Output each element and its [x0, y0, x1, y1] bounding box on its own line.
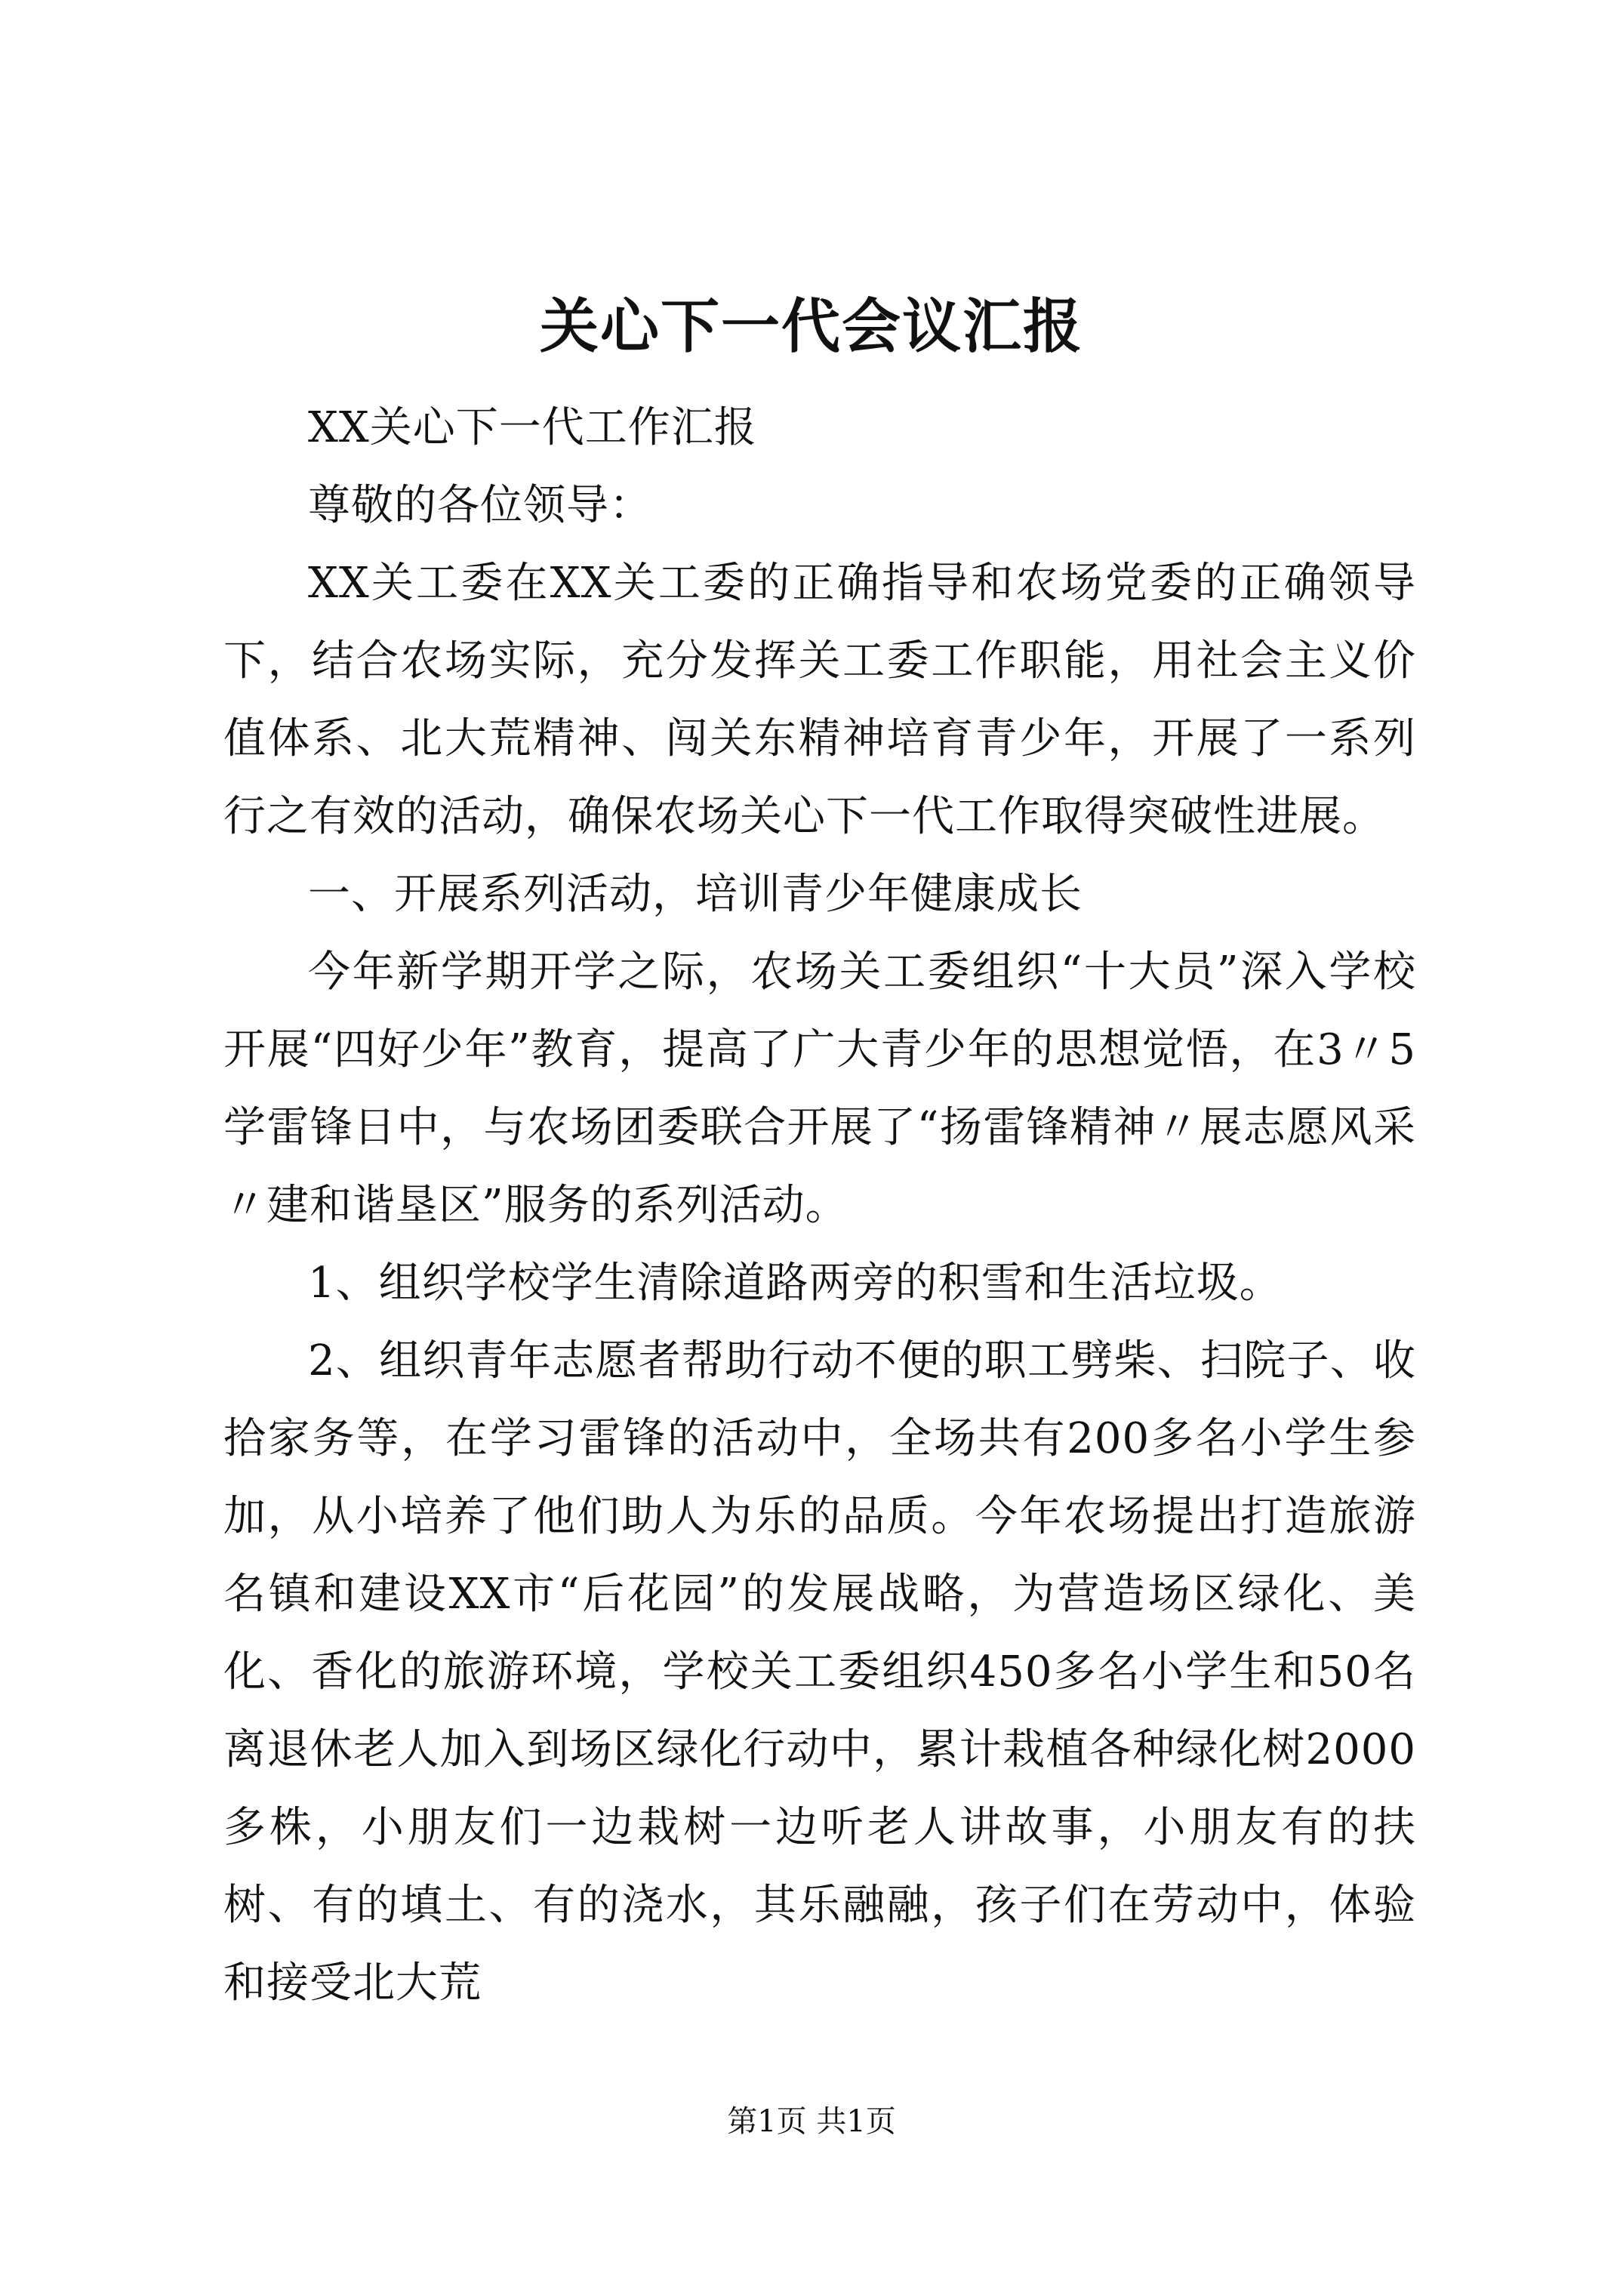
- section-heading-1: 一、开展系列活动，培训青少年健康成长: [308, 870, 1083, 919]
- paragraph-activities: 今年新学期开学之际，农场关工委组织“十大员”深入学校开展“四好少年”教育，提高了广大青少年的思想觉悟，在3〃5学雷锋日中，与农场团委联合开展了“扬雷锋精神〃展志愿风采〃建和谐垦区”服务的系列活动。: [223, 948, 1416, 1230]
- paragraph-intro: XX关工委在XX关工委的正确指导和农场党委的正确领导下，结合农场实际，充分发挥关工委工作职能，用社会主义价值体系、北大荒精神、闯关东精神培育青少年，开展了一系列行之有效的活动，确保农场关心下一代工作取得突破性进展。: [223, 559, 1416, 841]
- paragraph-subtitle: XX关心下一代工作汇报: [308, 403, 757, 452]
- document-title: 关心下一代会议汇报: [539, 292, 1083, 361]
- page-footer: 第1页 共1页: [727, 2104, 896, 2139]
- list-item-1: 1、组织学校学生清除道路两旁的积雪和生活垃圾。: [308, 1259, 1283, 1308]
- list-item-2: 2、组织青年志愿者帮助行动不便的职工劈柴、扫院子、收拾家务等，在学习雷锋的活动中，全场共有200多名小学生参加，从小培养了他们助人为乐的品质。今年农场提出打造旅游名镇和建设XX市“后花园”的发展战略，为营造场区绿化、美化、香化的旅游环境，学校关工委组织450多名小学生和50名离退休老人加入到场区绿化行动中，累计栽植各种绿化树2000多株，小朋友们一边栽树一边听老人讲故事，小朋友有的扶树、有的填土、有的浇水，其乐融融，孩子们在劳动中，体验和接受北大荒: [223, 1336, 1416, 2008]
- paragraph-salutation: 尊敬的各位领导：: [308, 481, 652, 530]
- document-body: [223, 389, 1416, 2022]
